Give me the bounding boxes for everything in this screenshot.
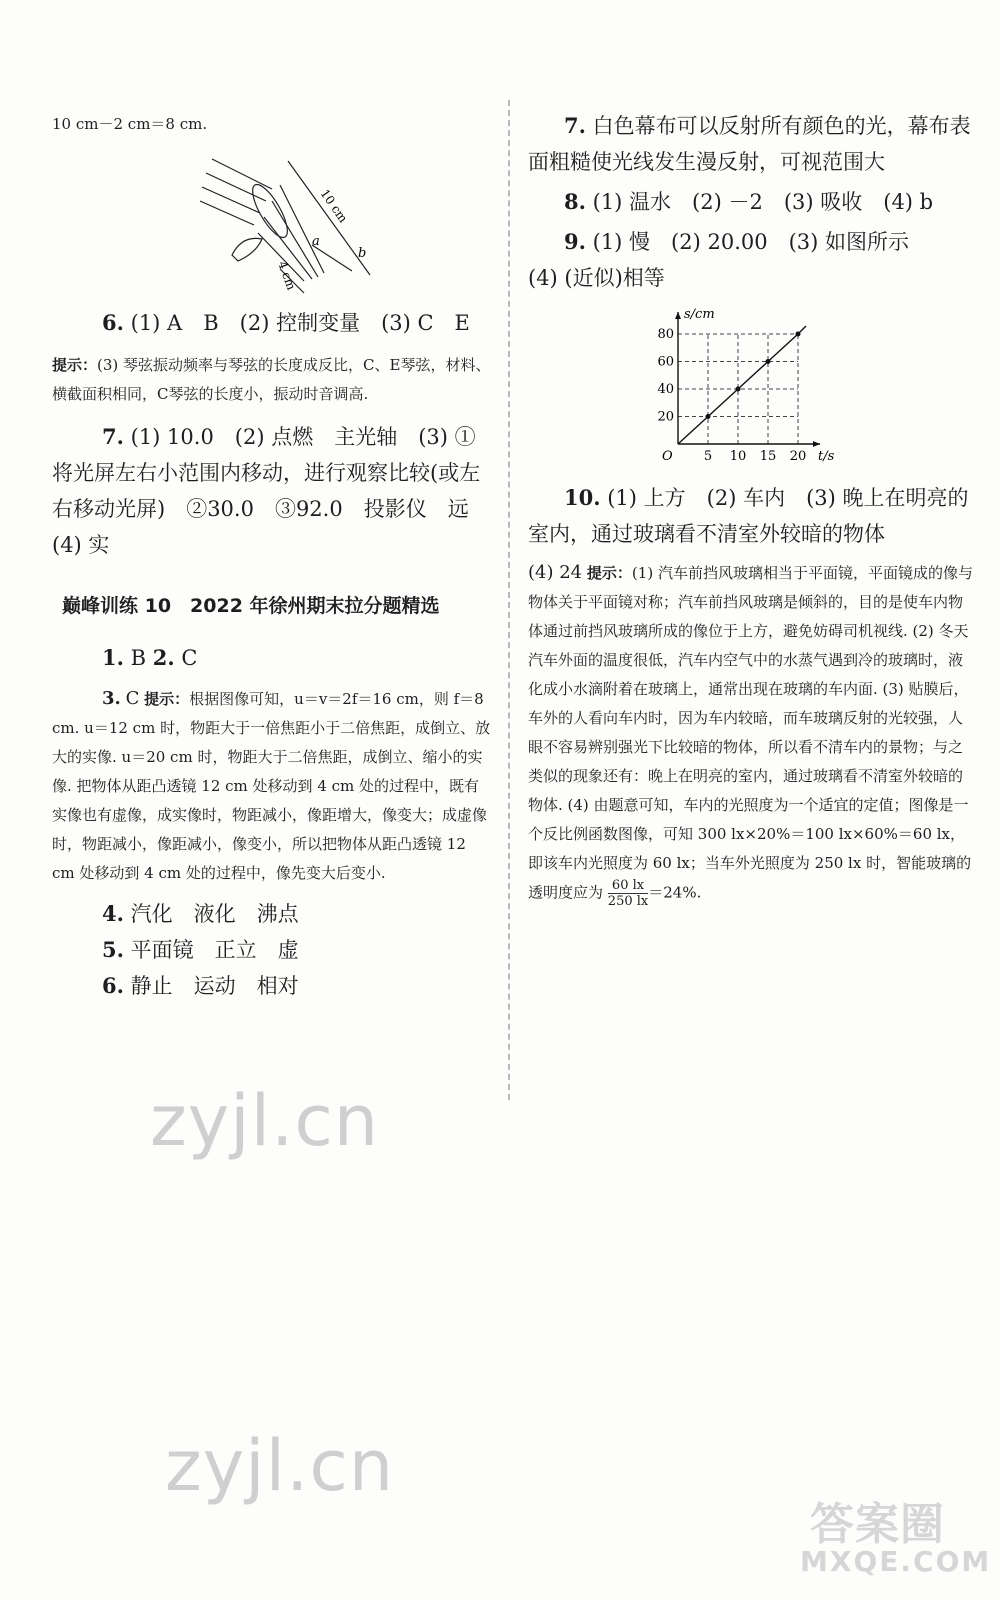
q10-line: [528, 480, 974, 552]
q4-line: [52, 896, 492, 932]
lens-label-10cm: 10 cm: [317, 186, 351, 226]
q3-hint-text: 根据图像可知，u＝v＝2f＝16 cm，则 f＝8 cm. u＝12 cm 时，物距大于一倍焦距小于二倍焦距，成倒立、放大的实像. u＝20 cm 时，物距大于二倍焦距，成倒立、缩小的实像. 把物体从距凸透镜 12 cm 处移动到 4 cm 处的过程中，既有实像也有虚像，成实像时，物距减小，像距增大，像变大；成虚像时，物距减小，像距减小，像变小，所以把物体从距凸透镜 12 cm 处移动到 4 cm 处的过程中，像先变大后变小.: [52, 690, 491, 882]
q5-line: [52, 932, 492, 968]
q10-hint-label: 提示：: [586, 564, 632, 582]
lens-label-a: a: [312, 234, 320, 249]
section-heading: 巅峰训练 10 2022 年徐州期末拉分题精选: [62, 595, 440, 617]
q7-right-number: 7.: [564, 113, 586, 138]
q6-hint-label: 提示：: [52, 356, 98, 374]
q2-answer: C: [181, 646, 198, 670]
data-point-15: [766, 359, 771, 364]
x-tick-label-10: 10: [729, 449, 747, 464]
data-point-20: [796, 332, 801, 337]
st-chart: [648, 304, 838, 474]
q5-answer: 平面镜 正立 虚: [130, 938, 299, 962]
data-point-10: [736, 387, 741, 392]
q4-answer: 汽化 液化 沸点: [130, 902, 299, 926]
q7-right: [528, 108, 974, 180]
lens-label-4cm: 4 cm: [275, 259, 299, 292]
fraction-numerator: 60 lx: [611, 878, 645, 893]
watermark-site: MXQE.COM: [800, 1545, 992, 1578]
q7-left: [52, 419, 492, 563]
y-tick-label-80: 80: [657, 327, 674, 342]
q3-number: 3.: [102, 688, 121, 709]
fraction: [608, 878, 648, 909]
x-axis-label: t/s: [818, 449, 835, 464]
q10-number: 10.: [564, 485, 601, 510]
x-axis-arrow: [813, 441, 820, 447]
fraction-denominator: 250 lx: [607, 894, 649, 909]
q6-answer: (1) A B (2) 控制变量 (3) C E: [130, 311, 470, 335]
x-tick-label-15: 15: [759, 449, 777, 464]
x-tick-label-20: 20: [789, 449, 807, 464]
q1-answer: B: [130, 646, 147, 670]
y-tick-label-20: 20: [657, 409, 674, 425]
watermark-logo: 答案圈: [810, 1499, 945, 1550]
data-point-5: [706, 414, 711, 419]
q6b-line: [52, 968, 492, 1004]
chart-marks: [678, 326, 806, 444]
q6b-answer: 静止 运动 相对: [130, 974, 299, 998]
q6-hint-text: (3) 琴弦振动频率与琴弦的长度成反比，C、E琴弦，材料、横截面积相同，C琴弦的长度小，振动时音调高.: [52, 356, 491, 403]
q6-number: 6.: [102, 310, 124, 335]
q7-right-answer: 白色幕布可以反射所有颜色的光，幕布表面粗糙使光线发生漫反射，可视范围大: [528, 114, 971, 174]
q8-line: [528, 184, 974, 220]
q3-answer: C: [125, 688, 140, 709]
left-column: [52, 110, 492, 1004]
q10-4-answer: (4) 24: [528, 562, 583, 583]
q3-block: [52, 684, 492, 888]
q6b-number: 6.: [102, 973, 124, 998]
q1-2-line: [52, 640, 492, 676]
q10-answer: (1) 上方 (2) 车内 (3) 晚上在明亮的室内，通过玻璃看不清室外较暗的物体: [528, 486, 969, 546]
q9-4-line: (4) (近似)相等: [528, 266, 665, 290]
chart-labels: [657, 307, 834, 464]
q10-hint-text: (1) 汽车前挡风玻璃相当于平面镜，平面镜成的像与物体关于平面镜对称；汽车前挡风玻璃是倾斜的，目的是使车内物体通过前挡风玻璃所成的像位于上方，避免妨碍司机视线. (2) 冬天汽车外面的温度很低，汽车内空气中的水蒸气遇到冷的玻璃时，液化成小水滴附着在玻璃上，通常出现在玻璃的车内面. (3) 贴膜后，车外的人看向车内时，因为车内较暗，而车玻璃反射的光较强，人眼不容易辨别强光下比较暗的物体，所以看不清车内的景物；与之类似的现象还有：晚上在明亮的室内，通过玻璃看不清室外较暗的物体. (4) 由题意可知，车内的光照度为一个适宜的定值；图像是一个反比例函数图像，可知 300 lx×20%＝100 lx×60%＝60 lx，即该车内光照度为 60 lx；当车外光照度为 250 lx 时，智能玻璃的透明度应为: [528, 564, 973, 902]
lens-label-b: b: [358, 246, 367, 261]
y-tick-label-40: 40: [657, 382, 674, 397]
q9-answer: (1) 慢 (2) 20.00 (3) 如图所示: [592, 230, 910, 254]
q5-number: 5.: [102, 937, 124, 962]
q7-left-number: 7.: [102, 424, 124, 449]
q9-line: [528, 224, 974, 260]
q1-number: 1.: [102, 645, 124, 670]
q9-number: 9.: [564, 229, 586, 254]
q2-number: 2.: [152, 645, 175, 670]
q7-left-answer: (1) 10.0 (2) 点燃 主光轴 (3) ①将光屏左右小范围内移动，进行观察比较(或左右移动光屏) ②30.0 ③92.0 投影仪 远 (4) 实: [52, 425, 490, 557]
watermark-bottom: zyjl.cn: [165, 1425, 395, 1507]
right-column: [528, 108, 974, 909]
q6-line: [52, 305, 492, 341]
q10-hint: [528, 558, 974, 909]
watermark-top: zyjl.cn: [150, 1080, 380, 1162]
origin-label: O: [662, 449, 673, 464]
q8-number: 8.: [564, 189, 586, 214]
q10-hint-end: ＝24%.: [648, 883, 702, 902]
x-tick-label-5: 5: [703, 449, 713, 464]
y-axis-arrow: [675, 312, 681, 319]
column-divider: [508, 100, 510, 1100]
q6-hint: [52, 351, 492, 409]
q3-hint-label: 提示：: [144, 690, 190, 708]
q4-number: 4.: [102, 901, 124, 926]
q8-answer: (1) 温水 (2) －2 (3) 吸收 (4) b: [592, 190, 934, 214]
line-top: 10 cm－2 cm＝8 cm.: [52, 115, 208, 133]
y-axis-label: s/cm: [684, 307, 715, 322]
lens-diagram: [192, 145, 382, 295]
y-tick-label-60: 60: [657, 354, 674, 370]
